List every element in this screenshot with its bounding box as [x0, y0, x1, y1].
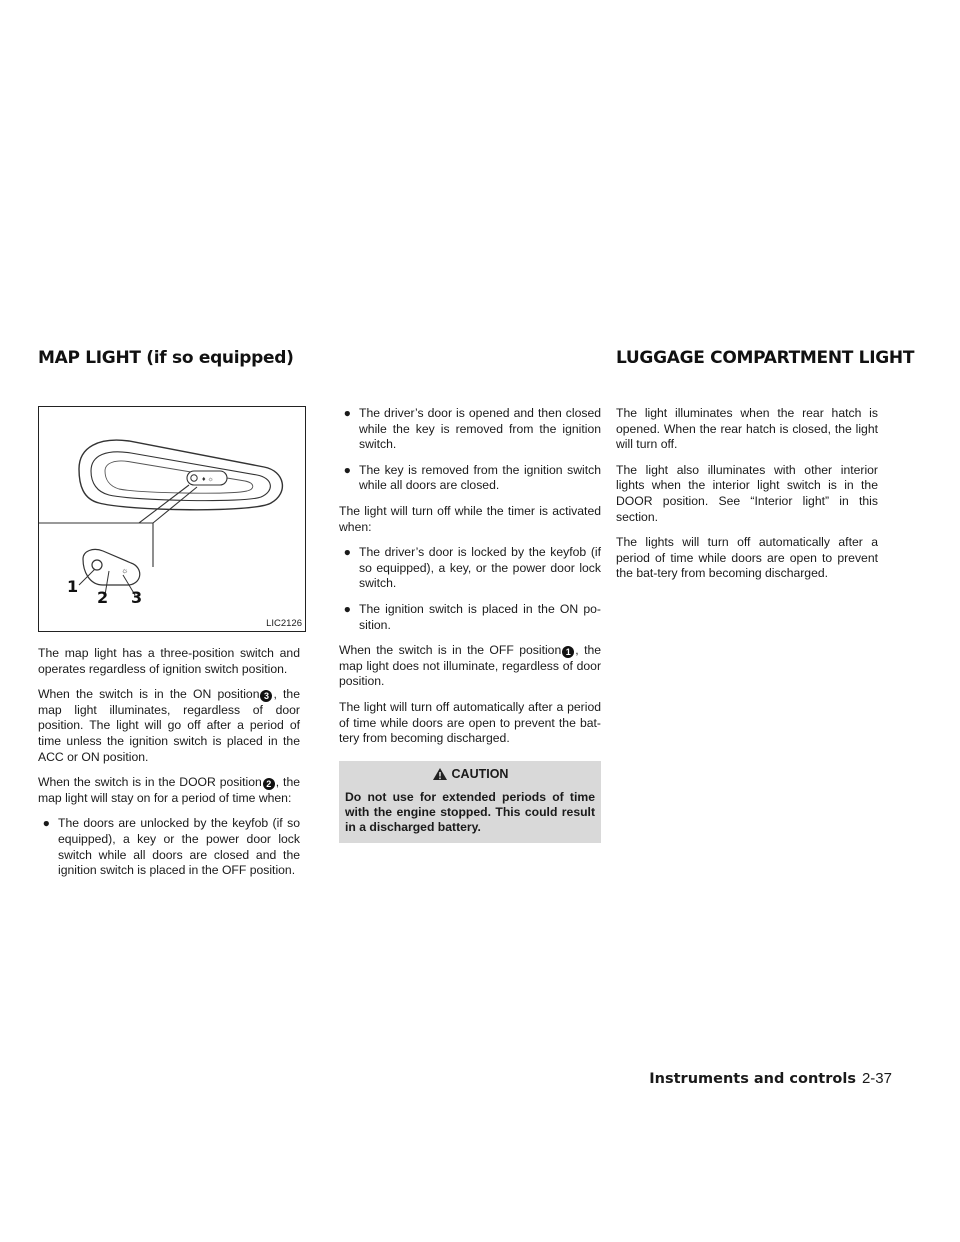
paragraph-off-position: When the switch is in the OFF position 1 , the map light does not illuminate, regardless of door position. — [339, 643, 602, 689]
bullet-icon: ● — [343, 406, 351, 420]
bullet-icon: ● — [42, 816, 50, 831]
column-1 — [38, 646, 300, 889]
paragraph: The light will turn off automatically after a period of time while doors are open to prevent the bat-tery from becoming discharged. — [339, 699, 601, 746]
callout-1 — [67, 577, 78, 596]
section-heading-luggage-light: LUGGAGE COMPARTMENT LIGHT — [616, 348, 915, 368]
callout-badge: 3 — [260, 690, 272, 702]
caution-box — [339, 761, 601, 844]
callout-badge: 2 — [263, 778, 275, 790]
svg-text:☼: ☼ — [121, 566, 129, 575]
callout-2 — [97, 588, 108, 607]
callout-3 — [131, 588, 142, 607]
paragraph: The light will turn off while the timer is activated when: — [339, 503, 601, 534]
section-heading-map-light: MAP LIGHT (if so equipped) — [38, 348, 294, 368]
bullet-icon: ● — [343, 601, 351, 616]
bullet-icon: ● — [343, 462, 351, 477]
paragraph-door-position: When the switch is in the DOOR position 2 , the map light will stay on for a period of time when: — [38, 775, 300, 805]
svg-text:♦ ☼: ♦ ☼ — [202, 476, 214, 483]
callout-badge: 1 — [562, 646, 574, 658]
map-light-figure — [38, 406, 306, 632]
figure-code: LIC2126 — [266, 618, 302, 629]
bullet-icon: ● — [343, 545, 351, 560]
column-3 — [616, 406, 878, 592]
svg-text:3: 3 — [131, 588, 143, 607]
map-light-illustration — [39, 407, 305, 631]
bullet-item: ● The doors are unlocked by the keyfob (if so equipped), a key or the power door lock switch while all doors are closed and the ignition switch is placed in the OFF position. — [38, 816, 300, 878]
bullet-item: ● The ignition switch is placed in the ON po-sition. — [339, 602, 601, 633]
caution-text: Do not use for extended periods of time with the engine stopped. This could result in a discharged battery. — [345, 790, 595, 835]
svg-text:1: 1 — [67, 577, 79, 596]
warning-icon — [432, 767, 448, 781]
paragraph-on-position: When the switch is in the ON position 3 , the map light illuminates, regardless of door position. The light will go off after a period of time unless the ignition switch is placed in the ACC or ON position. — [38, 687, 300, 764]
page-footer — [649, 1070, 892, 1087]
bullet-item: ● The key is removed from the ignition switch while all doors are closed. — [339, 463, 601, 494]
paragraph: The lights will turn off automatically after a period of time while doors are open to prevent the bat-tery from becoming discharged. — [616, 535, 878, 581]
column-2 — [339, 406, 601, 843]
caution-title: CAUTION — [345, 767, 595, 783]
paragraph: The light also illuminates with other interior lights when the interior light switch is in the DOOR position. See “Interior light” in this section. — [616, 462, 878, 524]
footer-section-title: Instruments and controls — [649, 1071, 856, 1087]
svg-text:2: 2 — [97, 588, 109, 607]
paragraph: The map light has a three-position switch and operates regardless of ignition switch position. — [38, 646, 300, 676]
bullet-item: ● The driver’s door is locked by the keyfob (if so equipped), a key, or the power door lock switch. — [339, 545, 601, 592]
bullet-item: ● The driver’s door is opened and then closed while the key is removed from the ignition switch. — [339, 406, 601, 453]
paragraph: The light illuminates when the rear hatch is opened. When the rear hatch is closed, the light will turn off. — [616, 406, 878, 452]
page-number: 2-37 — [861, 1070, 892, 1087]
